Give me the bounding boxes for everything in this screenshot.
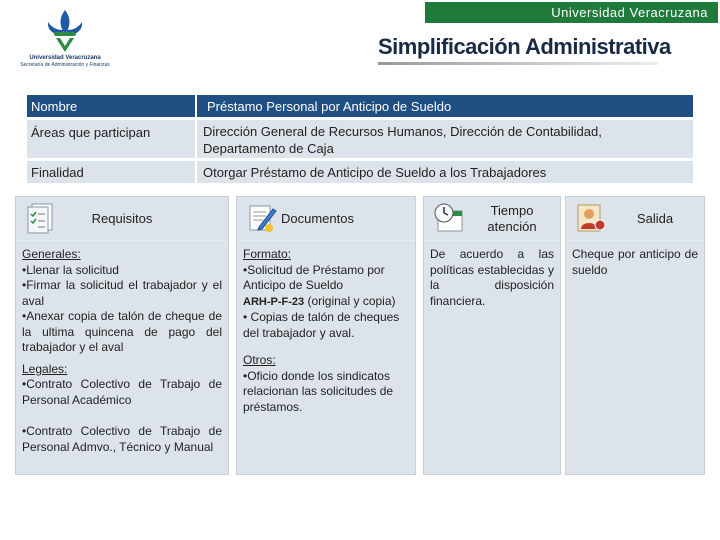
generales-title: Generales: bbox=[22, 247, 81, 261]
tiempo-panel bbox=[423, 196, 561, 475]
requisito-item: •Firmar la solicitud el trabajador y el aval bbox=[22, 278, 222, 308]
institution-secretariat: Secretaría de Administración y Finanzas bbox=[20, 62, 110, 68]
info-value-line: Dirección General de Recursos Humanos, Dirección de Contabilidad, bbox=[203, 124, 602, 139]
tiempo-title-line: atención bbox=[487, 218, 537, 234]
formato-code: ARH-P-F-23 bbox=[243, 295, 305, 308]
salida-title: Salida bbox=[636, 211, 674, 226]
otros-title: Otros: bbox=[243, 353, 276, 367]
clock-calendar-icon bbox=[432, 201, 466, 238]
info-row-nombre bbox=[27, 95, 693, 117]
page-title: Simplificación Administrativa bbox=[378, 34, 671, 59]
salida-header bbox=[566, 197, 704, 241]
requisito-item: •Anexar copia de talón de cheque de la ultima quincena de pago del trabajador y el aval bbox=[22, 309, 222, 354]
salida-text: Cheque por anticipo de sueldo bbox=[572, 247, 698, 277]
fleur-de-lis-icon bbox=[42, 8, 88, 54]
info-row-finalidad bbox=[27, 161, 693, 183]
documentos-panel bbox=[236, 196, 416, 475]
tiempo-text: De acuerdo a las políticas establecidas y la disposición financiera. bbox=[430, 247, 554, 308]
formato-title: Formato: bbox=[243, 247, 292, 261]
info-value-line: Departamento de Caja bbox=[203, 141, 334, 156]
document-pen-icon bbox=[245, 201, 279, 238]
documento-code-line bbox=[243, 294, 409, 311]
checklist-icon bbox=[24, 201, 58, 238]
university-logo bbox=[10, 8, 120, 78]
tiempo-header bbox=[424, 197, 560, 241]
documento-item: •Solicitud de Préstamo por Anticipo de Sueldo bbox=[243, 262, 385, 292]
requisitos-panel bbox=[15, 196, 229, 475]
documento-item: • Copias de talón de cheques del trabajador y aval. bbox=[243, 310, 400, 340]
salida-panel bbox=[565, 196, 705, 475]
info-row-areas bbox=[27, 120, 693, 158]
documentos-body bbox=[237, 241, 415, 415]
info-value: Otorgar Préstamo de Anticipo de Sueldo a los Trabajadores bbox=[197, 161, 693, 183]
documentos-title: Documentos bbox=[281, 211, 354, 226]
requisitos-header bbox=[16, 197, 228, 241]
requisitos-body bbox=[16, 241, 228, 455]
info-value bbox=[197, 120, 693, 158]
user-report-icon bbox=[574, 201, 608, 238]
tiempo-title-line: Tiempo bbox=[490, 202, 534, 218]
institution-name: Universidad Veracruzana bbox=[29, 55, 101, 61]
info-value: Préstamo Personal por Anticipo de Sueldo bbox=[197, 95, 693, 117]
legales-title: Legales: bbox=[22, 361, 68, 376]
legal-item: •Contrato Colectivo de Trabajo de Personal Admvo., Técnico y Manual bbox=[22, 424, 222, 454]
legal-item: •Contrato Colectivo de Trabajo de Personal Académico bbox=[22, 377, 222, 407]
info-label: Finalidad bbox=[27, 161, 195, 183]
info-label: Nombre bbox=[27, 95, 195, 117]
requisitos-title: Requisitos bbox=[91, 211, 153, 226]
info-label: Áreas que participan bbox=[27, 120, 195, 158]
documentos-header bbox=[237, 197, 415, 241]
formato-code-suffix: (original y copia) bbox=[304, 293, 396, 308]
otros-item: •Oficio donde los sindicatos relacionan las solicitudes de préstamos. bbox=[243, 368, 394, 414]
university-banner: Universidad Veracruzana bbox=[425, 2, 718, 23]
title-underline bbox=[378, 62, 658, 65]
requisito-item: •Llenar la solicitud bbox=[22, 262, 119, 277]
